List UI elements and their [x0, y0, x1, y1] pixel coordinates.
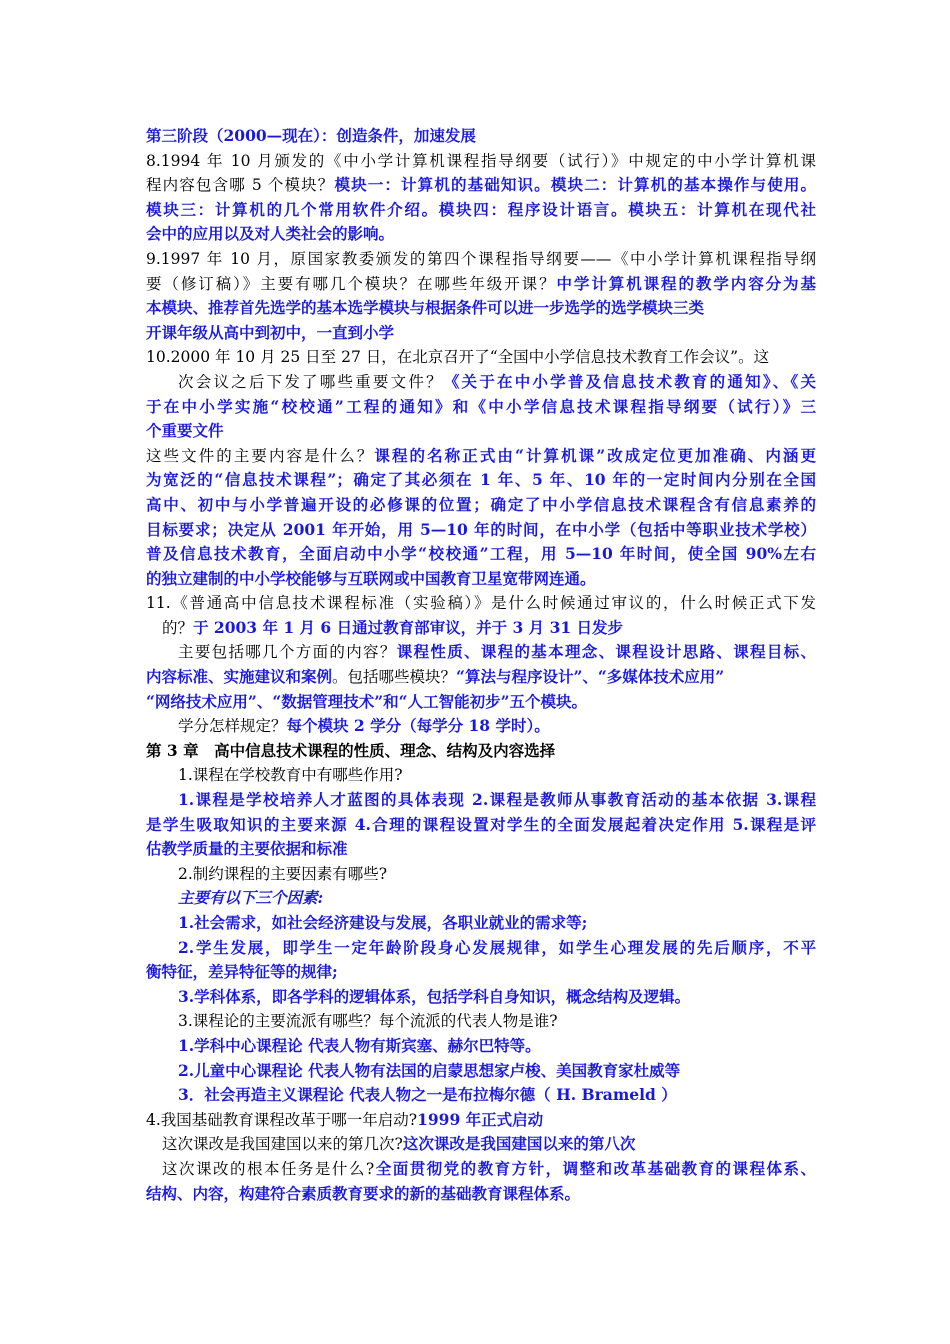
question-text: 的？ [162, 618, 194, 637]
text-line [146, 1009, 816, 1034]
question-text: 4.我国基础教育课程改革于哪一年启动? [146, 1110, 418, 1129]
answer-text: 2.学生发展，即学生一定年龄阶段身心发展规律，如学生心理发展的先后顺序，不平 [178, 937, 816, 957]
text-line [146, 911, 816, 936]
text-line [146, 936, 816, 961]
text-line [146, 690, 816, 715]
question-text: 9.1997 年 10 月，原国家教委颁发的第四个课程指导纲要——《中小学计算机课程指导纲 [146, 249, 816, 268]
text-line [146, 493, 816, 518]
answer-text: 全面贯彻党的教育方针，调整和改革基础教育的课程体系、 [374, 1158, 816, 1178]
answer-text: 高中、初中与小学普遍开设的必修课的位置；确定了中小学信息技术课程含有信息素养的 [146, 494, 816, 514]
text-line [146, 1059, 816, 1084]
question-text: 11.《普通高中信息技术课程标准（实验稿）》是什么时候通过审议的，什么时候正式下发 [146, 594, 816, 613]
text-line [146, 198, 816, 223]
text-line [146, 714, 816, 739]
question-text: 学分怎样规定？ [178, 717, 287, 736]
text-line [146, 665, 816, 690]
answer-text: 个重要文件 [146, 421, 224, 441]
text-line [146, 173, 816, 198]
question-text: 次会议之后下发了哪些重要文件？ [178, 372, 444, 391]
text-line [146, 468, 816, 493]
text-line [146, 616, 816, 641]
text-line [146, 222, 816, 247]
answer-text: 第三阶段（2000—现在）：创造条件，加速发展 [146, 126, 476, 145]
answer-text: 3．社会再造主义课程论 代表人物之一是布拉梅尔德（ H. Brameld ） [178, 1085, 677, 1105]
answer-text: 的独立建制的中小学校能够与互联网或中国教育卫星宽带网连通。 [146, 568, 596, 588]
text-line [146, 1157, 816, 1182]
text-line [146, 1108, 816, 1133]
answer-text: 本模块、推荐首先选学的基本选学模块与根据条件可以进一步选学的选学模块三类 [146, 298, 705, 318]
answer-text: 这次课改是我国建国以来的第八次 [402, 1134, 636, 1154]
answer-text: 模块一：计算机的基础知识。模块二：计算机的基本操作与使用。 [334, 175, 816, 195]
answer-text: 中学计算机课程的教学内容分为基 [556, 273, 816, 293]
answer-text: 会中的应用以及对人类社会的影响。 [146, 224, 395, 244]
text-line [146, 886, 816, 911]
text-line [146, 321, 816, 346]
text-line [146, 345, 816, 370]
answer-text: 模块三：计算机的几个常用软件介绍。模块四：程序设计语言。模块五：计算机在现代社 [146, 199, 816, 219]
answer-text: “网络技术应用”、“数据管理技术”和“人工智能初步”五个模块。 [146, 691, 587, 711]
question-text: 。包括哪些模块？ [332, 668, 457, 687]
text-line [146, 862, 816, 887]
text-line [146, 1182, 816, 1207]
text-line [146, 247, 816, 272]
text-line [146, 444, 816, 469]
answer-text: 第 3 章 高中信息技术课程的性质、理念、结构及内容选择 [146, 740, 556, 760]
question-text: 这次课改是我国建国以来的第几次? [162, 1135, 403, 1154]
question-text: 1.课程在学校教育中有哪些作用? [178, 766, 403, 785]
answer-text: 衡特征，差异特征等的规律; [146, 962, 338, 982]
answer-text: 为宽泛的“信息技术课程”；确定了其必须在 1 年、5 年、10 年的一定时间内分别在全国 [146, 470, 816, 490]
answer-text: 1999 年正式启动 [417, 1109, 544, 1129]
answer-text: 是学生吸取知识的主要来源 4.合理的课程设置对学生的全面发展起着决定作用 5.课程是评 [146, 814, 816, 834]
question-text: 程内容包含哪 5 个模块？ [146, 176, 335, 195]
question-text: 8.1994 年 10 月颁发的《中小学计算机课程指导纲要（试行）》中规定的中小学计算机课 [146, 151, 816, 170]
answer-text: 1.社会需求，如社会经济建设与发展，各职业就业的需求等; [178, 913, 588, 932]
document-body [146, 124, 816, 1206]
text-line [146, 837, 816, 862]
text-line [146, 1132, 816, 1157]
text-line [146, 1083, 816, 1108]
text-line [146, 763, 816, 788]
answer-text: 主要有以下三个因素: [178, 888, 324, 908]
question-text: 10.2000 年 10 月 25 日至 27 日，在北京召开了“全国中小学信息技术教育工作会议”。这 [146, 348, 770, 367]
answer-text: 估教学质量的主要依据和标准 [146, 839, 348, 859]
text-line [146, 395, 816, 420]
question-text: 要（修订稿）》主要有哪几个模块？在哪些年级开课？ [146, 274, 557, 293]
text-line [146, 813, 816, 838]
text-line [146, 149, 816, 174]
answer-text: 课程的名称正式由“计算机课”改成定位更加准确、内涵更 [374, 445, 816, 465]
text-line [146, 591, 816, 616]
answer-text: 课程性质、课程的基本理念、课程设计思路、课程目标、 [396, 642, 816, 662]
text-line [146, 124, 816, 149]
answer-text: 内容标准、实施建议和案例 [146, 667, 333, 687]
answer-text: 每个模块 2 学分（每学分 18 学时）。 [286, 716, 550, 736]
text-line [146, 370, 816, 395]
text-line [146, 739, 816, 764]
answer-text: 目标要求；决定从 2001 年开始，用 5—10 年的时间，在中小学（包括中等职业技术学校） [146, 519, 816, 539]
text-line [146, 985, 816, 1010]
answer-text: 2.儿童中心课程论 代表人物有法国的启蒙思想家卢梭、美国教育家杜威等 [178, 1060, 681, 1080]
question-text: 这些文件的主要内容是什么？ [146, 446, 375, 465]
answer-text: 结构、内容，构建符合素质教育要求的新的基础教育课程体系。 [146, 1183, 581, 1203]
text-line [146, 640, 816, 665]
text-line [146, 1034, 816, 1059]
answer-text: 1.学科中心课程论 代表人物有斯宾塞、赫尔巴特等。 [178, 1035, 541, 1055]
answer-text: “算法与程序设计”、“多媒体技术应用” [456, 667, 725, 687]
text-line [146, 272, 816, 297]
question-text: 2.制约课程的主要因素有哪些? [178, 864, 388, 883]
answer-text: 于在中小学实施“校校通”工程的通知》和《中小学信息技术课程指导纲要（试行）》三 [146, 396, 816, 416]
question-text: 这次课改的根本任务是什么? [162, 1159, 375, 1178]
answer-text: 普及信息技术教育，全面启动中小学“校校通”工程，用 5—10 年时间，使全国 90%左右 [146, 544, 816, 564]
text-line [146, 788, 816, 813]
text-line [146, 960, 816, 985]
text-line [146, 518, 816, 543]
answer-text: 于 2003 年 1 月 6 日通过教育部审议，并于 3 月 31 日发步 [193, 617, 624, 637]
answer-text: 《关于在中小学普及信息技术教育的通知》、《关 [443, 371, 816, 391]
text-line [146, 296, 816, 321]
answer-text: 开课年级从高中到初中，一直到小学 [146, 322, 395, 342]
question-text: 3.课程论的主要流派有哪些？每个流派的代表人物是谁? [178, 1012, 558, 1031]
question-text: 主要包括哪几个方面的内容？ [178, 643, 397, 662]
answer-text: 1.课程是学校培养人才蓝图的具体表现 2.课程是教师从事教育活动的基本依据 3.课程 [178, 790, 816, 810]
text-line [146, 542, 816, 567]
text-line [146, 419, 816, 444]
text-line [146, 567, 816, 592]
answer-text: 3.学科体系，即各学科的逻辑体系，包括学科自身知识，概念结构及逻辑。 [178, 986, 691, 1006]
